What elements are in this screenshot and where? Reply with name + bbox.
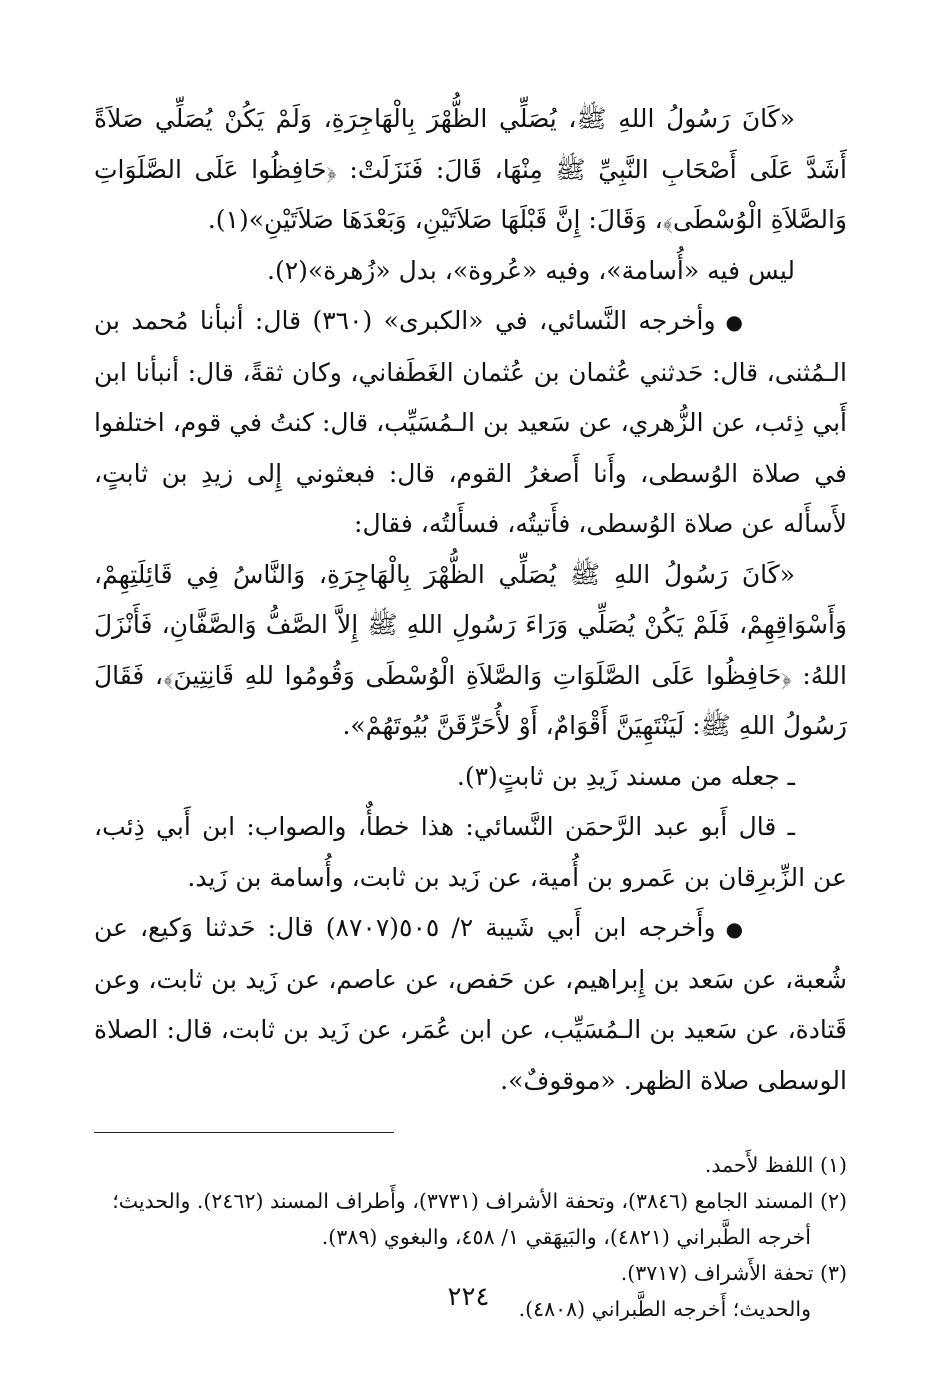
footnote-2-continued: أخرجه الطَّبراني (٤٨٢١)، والبَيهَقي ١/ ٤٥٨، والبغوي (٣٨٩). [321, 1225, 811, 1249]
isnad-text-2: وأَخرجه ابن أَبي شَيبة ٢/ ٥٠٥(٨٧٠٧) قال: حَدثنا وَكيع، عن شُعبة، عن سَعد بن إِبراهيم، عن حَفص، عن عاصم، عن زَيد بن ثابت، وعن قَتادة، عن سَعيد بن الـمُسَيِّب، عن ابن عُمَر، عن زَيد بن ثابت، قال: الصلاة الوسطى صلاة الظهر. «موقوفٌ». [94, 913, 847, 1095]
hadith-text-2: «كَانَ رَسُولُ اللهِ ﷺ يُصَلِّي الظُّهْرَ بِالْهَاجِرَةِ، وَالنَّاسُ فِي قَائِلَتِهِمْ، وَأَسْوَاقِهِمْ، فَلَمْ يَكُنْ يُصَلِّي وَرَاءَ رَسُولِ اللهِ ﷺ إِلاَّ الصَّفُّ وَالصَّفَّانِ، فَأَنْزَلَ اللهُ: ﴿حَافِظُوا عَلَى الصَّلَوَاتِ وَالصَّلاَةِ الْوُسْطَى وَقُومُوا للهِ قَانِتِينَ﴾، فَقَالَ رَسُولُ اللهِ ﷺ: لَيَنْتَهِيَنَّ أَقْوَامٌ، أَوْ لأُحَرِّقَنَّ بُيُوتَهُمْ». [94, 559, 847, 740]
isnad-paragraph-1 [94, 296, 847, 550]
isnad-text-1: وأخرجه النَّسائي، في «الكبرى» (٣٦٠) قال: أنبأنا مُحمد بن الـمُثنى، قال: حَدثني عُثمان بن عُثمان الغَطَفاني، وكان ثقةً، قال: أنبأنا ابن أَبي ذِئب، عن الزُّهري، عن سَعيد بن الـمُسَيِّب، قال: كنتُ في قوم، اختلفوا في صلاة الوُسطى، وأَنا أَصغرُ القوم، قال: فبعثوني إِلى زيدِ بن ثابتٍ، لأَسأَله عن صلاة الوُسطى، فأَتيتُه، فسأَلتُه، فقال: [94, 306, 847, 538]
remark-2: ـ قال أَبو عبد الرَّحمَن النَّسائي: هذا خطأٌ، والصواب: ابن أَبي ذِئب، عن الزِّبرِقان بن عَمرو بن أُمية، عن زَيد بن ثابت، وأُسامة بن زَيد. [94, 812, 847, 892]
remark-1: ـ جعله من مسند زَيدِ بن ثابتٍ(٣). [456, 761, 795, 791]
bullet-icon: ● [725, 917, 744, 941]
footnote-separator [94, 1132, 394, 1133]
footnote-3-continued: والحديث؛ أَخرجه الطَّبراني (٤٨٠٨). [518, 1297, 811, 1321]
footnote-2: (٢) المسند الجامع (٣٨٤٦)، وتحفة الأشراف (٣٧٣١)، وأَطراف المسند (٢٤٦٢). والحديث؛ [112, 1189, 847, 1213]
note-paragraph-1: ليس فيه «أُسامة»، وفيه «عُروة»، بدل «زُهرة»(٢). [267, 255, 795, 285]
footnote-1: (١) اللفظ لأَحمد. [704, 1153, 847, 1177]
hadith-text-1: «كَانَ رَسُولُ اللهِ ﷺ، يُصَلِّي الظُّهْرَ بِالْهَاجِرَةِ، وَلَمْ يَكُنْ يُصَلِّي صَلاَةً أَشَدَّ عَلَى أَصْحَابِ النَّبِيِّ ﷺ مِنْهَا، قَالَ: فَنَزَلَتْ: ﴿حَافِظُوا عَلَى الصَّلَوَاتِ وَالصَّلاَةِ الْوُسْطَى﴾، وَقَالَ: إِنَّ قَبْلَهَا صَلاَتَيْنِ، وَبَعْدَهَا صَلاَتَيْنِ»(١). [94, 104, 847, 234]
main-text [94, 94, 847, 1106]
isnad-paragraph-2 [94, 903, 847, 1106]
footnote-3: (٣) تحفة الأَشراف (٣٧١٧). [620, 1261, 847, 1285]
bullet-icon: ● [725, 310, 743, 334]
page-number: ٢٢٤ [447, 1282, 490, 1312]
